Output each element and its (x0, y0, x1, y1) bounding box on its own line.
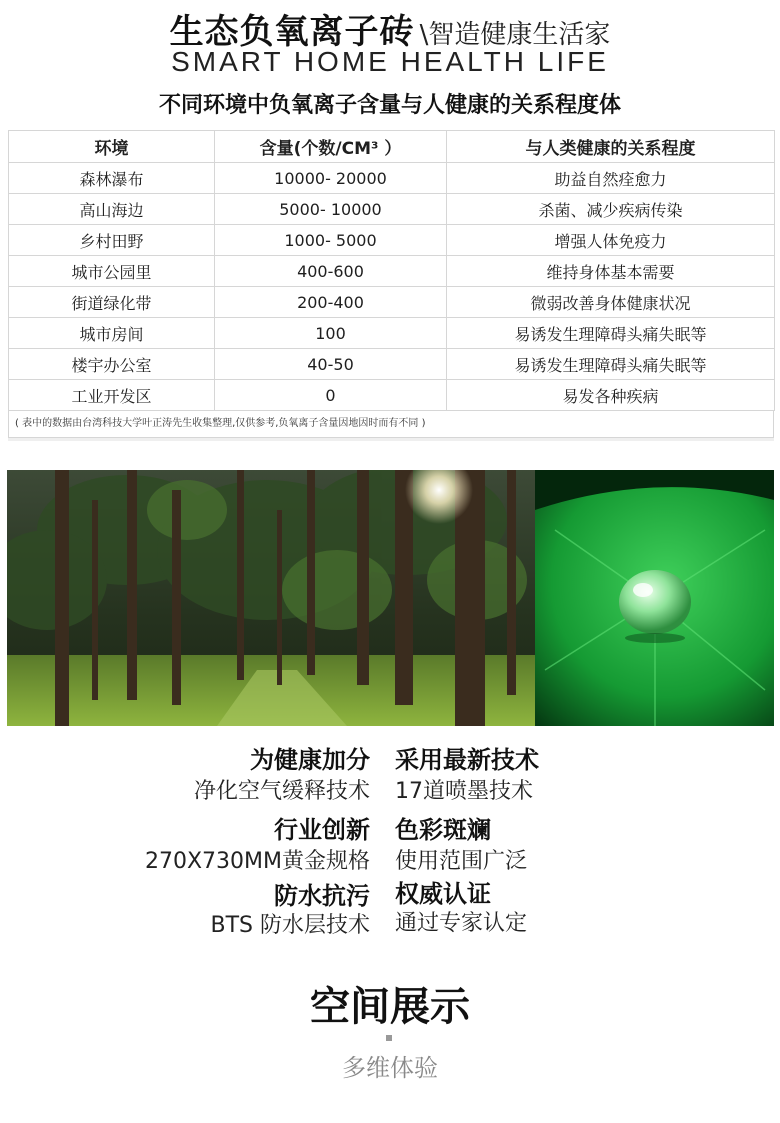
cell-health-relation: 易发各种疾病 (447, 380, 775, 411)
cell-environment: 楼宇办公室 (9, 349, 215, 380)
cell-environment: 街道绿化带 (9, 287, 215, 318)
table-row (9, 349, 775, 380)
data-table (8, 130, 775, 411)
feature-heading: 防水抗污 (274, 882, 370, 910)
table-title: 不同环境中负氧离子含量与人健康的关系程度体 (158, 93, 621, 118)
cell-health-relation: 增强人体免疫力 (447, 225, 775, 256)
cell-health-relation: 易诱发生理障碍头痛失眠等 (447, 349, 775, 380)
cell-content: 200-400 (215, 287, 447, 318)
cell-environment: 城市公园里 (9, 256, 215, 287)
column-header-health-relation: 与人类健康的关系程度 (447, 131, 775, 163)
feature-description: 净化空气缓释技术 (193, 779, 370, 804)
cell-environment: 森林瀑布 (9, 163, 215, 194)
brand-slogan: \智造健康生活家 (419, 20, 611, 50)
feature-description: 270X730MM黄金规格 (144, 849, 370, 874)
cell-health-relation: 维持身体基本需要 (447, 256, 775, 287)
cell-content: 40-50 (215, 349, 447, 380)
cell-health-relation: 助益自然痊愈力 (447, 163, 775, 194)
cell-content: 1000- 5000 (215, 225, 447, 256)
table-row (9, 225, 775, 256)
cell-environment: 乡村田野 (9, 225, 215, 256)
divider-dot (386, 1035, 392, 1041)
cell-health-relation: 易诱发生理障碍头痛失眠等 (447, 318, 775, 349)
feature-heading: 为健康加分 (250, 746, 370, 774)
showcase-title: 空间展示 (310, 984, 470, 1030)
cell-health-relation: 杀菌、减少疾病传染 (447, 194, 775, 225)
photo-strip (7, 470, 774, 726)
feature-description: 17道喷墨技术 (395, 779, 533, 804)
table-row (9, 380, 775, 411)
table-row (9, 194, 775, 225)
english-title: SMART HOME HEALTH LIFE (171, 46, 609, 77)
table-header-row (9, 131, 775, 163)
cell-content: 5000- 10000 (215, 194, 447, 225)
cell-content: 10000- 20000 (215, 163, 447, 194)
feature-list (0, 738, 780, 948)
brand-title: 生态负氧离子砖 (169, 12, 415, 52)
table-footnote: ( 表中的数据由台湾科技大学叶正涛先生收集整理,仅供参考,负氧离子含量因地因时而有不同 ) (8, 411, 774, 438)
feature-description: BTS 防水层技术 (210, 913, 370, 938)
feature-description: 使用范围广泛 (395, 849, 528, 874)
cell-environment: 城市房间 (9, 318, 215, 349)
ion-content-table (8, 130, 774, 441)
table-row (9, 256, 775, 287)
feature-heading: 采用最新技术 (395, 746, 539, 774)
cell-environment: 工业开发区 (9, 380, 215, 411)
cell-content: 0 (215, 380, 447, 411)
feature-heading: 权威认证 (395, 880, 491, 908)
leaf-droplet-photo (535, 470, 774, 726)
table-row (9, 163, 775, 194)
column-header-environment: 环境 (9, 131, 215, 163)
forest-photo (7, 470, 535, 726)
cell-content: 400-600 (215, 256, 447, 287)
feature-heading: 行业创新 (274, 816, 370, 844)
table-row (9, 318, 775, 349)
showcase-subtitle: 多维体验 (342, 1054, 438, 1082)
cell-content: 100 (215, 318, 447, 349)
table-row (9, 287, 775, 318)
feature-description: 通过专家认定 (395, 911, 528, 936)
cell-health-relation: 微弱改善身体健康状况 (447, 287, 775, 318)
page-header (0, 0, 780, 130)
cell-environment: 高山海边 (9, 194, 215, 225)
column-header-content: 含量(个数/CM³ ） (215, 131, 447, 163)
feature-heading: 色彩斑斓 (395, 816, 491, 844)
